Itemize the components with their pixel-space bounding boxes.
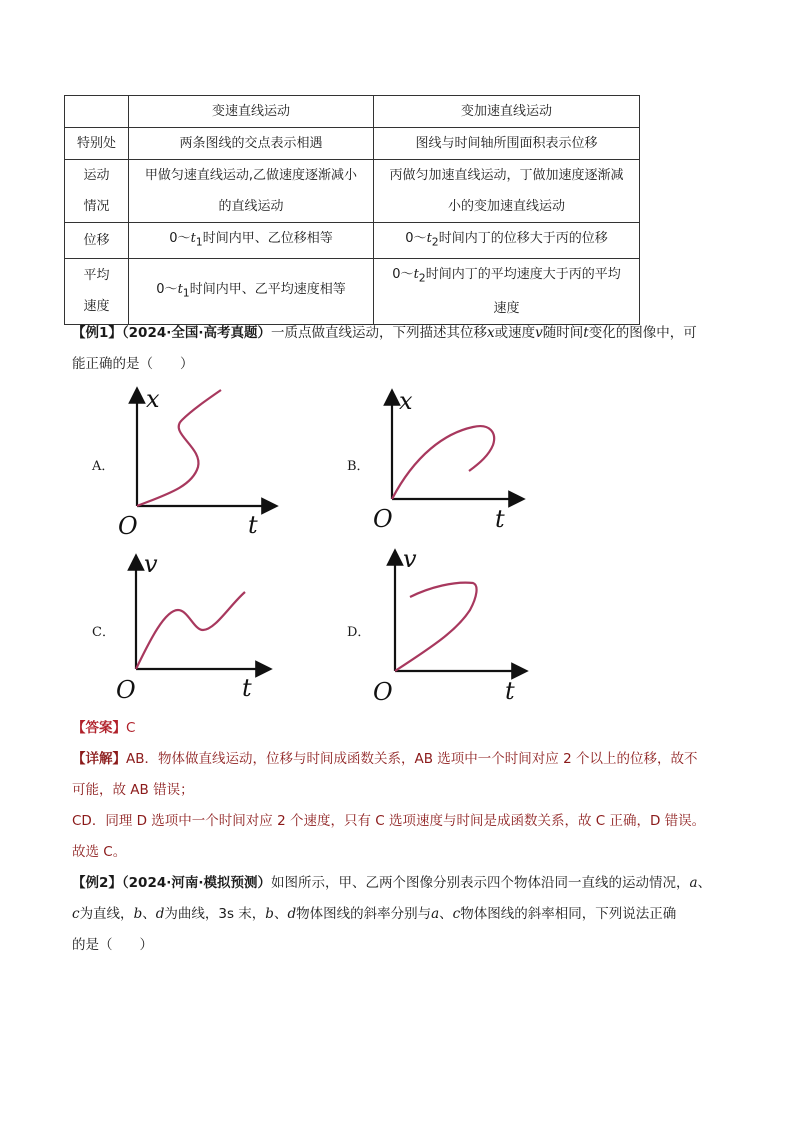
math-var: d xyxy=(287,906,297,922)
row-label: 位移 xyxy=(65,223,129,259)
math-var: t xyxy=(190,231,196,246)
question-text: 或速度 xyxy=(494,325,536,341)
table-cell xyxy=(129,258,374,325)
row-label-line: 速度 xyxy=(83,299,110,315)
math-var: t xyxy=(413,266,419,282)
question-text: 随时间 xyxy=(542,325,584,341)
table-cell xyxy=(374,160,640,223)
curve xyxy=(395,583,477,671)
question-text: 为直线， xyxy=(79,906,134,922)
table-cell xyxy=(129,160,374,223)
math-var: t xyxy=(583,325,589,341)
curve xyxy=(136,592,245,669)
cell-line: 速度 xyxy=(493,301,520,317)
math-var: c xyxy=(452,906,461,922)
table-header-cell: 变加速直线运动 xyxy=(374,96,640,128)
math-var: v xyxy=(535,325,543,341)
y-axis-label: v xyxy=(403,545,417,573)
origin-label: O xyxy=(118,512,138,540)
cell-text: 0～ xyxy=(156,282,178,298)
question-text: 、 xyxy=(439,906,453,922)
math-sub: 1 xyxy=(195,235,203,249)
cell-text: 时间内丁的位移大于丙的位移 xyxy=(438,231,608,246)
table-row xyxy=(65,223,640,259)
answer-tag: 【答案】 xyxy=(72,720,126,736)
math-sub: 2 xyxy=(418,271,426,285)
table-cell: 两条图线的交点表示相遇 xyxy=(129,128,374,160)
x-axis-label: t xyxy=(242,674,252,702)
curve xyxy=(392,426,494,499)
comparison-table xyxy=(64,95,640,325)
math-var: x xyxy=(487,325,495,341)
cell-text: 时间内丁的平均速度大于丙的平均 xyxy=(425,266,621,282)
example2-line2 xyxy=(72,899,732,930)
origin-label: O xyxy=(373,678,393,706)
cell-text: 时间内甲、乙平均速度相等 xyxy=(189,282,346,298)
example2-line3: 的是（ ） xyxy=(72,937,153,953)
y-axis-label: x xyxy=(146,385,160,413)
cell-text: 0～ xyxy=(405,231,427,246)
table-row xyxy=(65,128,640,160)
option-c-label: C． xyxy=(92,625,115,640)
cell-line: 的直线运动 xyxy=(218,199,284,214)
example2-question xyxy=(72,868,732,961)
detail-line3: CD．同理 D 选项中一个时间对应 2 个速度，只有 C 选项速度与时间是成函数关系，故 C 正确，D 错误。 xyxy=(72,813,706,829)
table-cell xyxy=(374,258,640,325)
math-var: t xyxy=(426,231,432,246)
math-var: a xyxy=(431,906,440,922)
detail-line2: 可能，故 AB 错误； xyxy=(72,782,194,798)
x-axis-label: t xyxy=(505,677,515,705)
question-text: 、 xyxy=(273,906,288,922)
question-text: 、 xyxy=(142,906,156,922)
option-c-graph xyxy=(110,550,290,710)
cell-line: 小的变加速直线运动 xyxy=(447,199,565,214)
table-header-empty xyxy=(65,96,129,128)
math-var: c xyxy=(72,906,80,922)
option-b-label: B． xyxy=(347,459,370,474)
origin-label: O xyxy=(116,676,136,704)
question-text: 、 xyxy=(697,875,712,891)
detail-line1 xyxy=(72,744,732,775)
math-var: b xyxy=(265,906,274,922)
row-label-line: 平均 xyxy=(83,268,110,284)
row-label: 特别处 xyxy=(65,128,129,160)
cell-line: 丙做匀加速直线运动，丁做加速度逐渐减 xyxy=(389,168,624,183)
question-text: 变化的图像中，可 xyxy=(588,325,697,341)
table-header-cell: 变速直线运动 xyxy=(129,96,374,128)
x-axis-label: t xyxy=(248,511,258,539)
table-cell xyxy=(129,223,374,259)
cell-text: 时间内甲、乙位移相等 xyxy=(202,231,333,246)
option-a-graph xyxy=(110,385,290,545)
row-label-line: 运动 xyxy=(83,168,110,183)
y-axis-label: v xyxy=(144,550,158,578)
cell-text: 0～ xyxy=(169,231,191,246)
math-sub: 2 xyxy=(431,235,439,249)
example2-line1 xyxy=(72,868,732,899)
detail-line4: 故选 C。 xyxy=(72,844,127,860)
table-cell xyxy=(374,223,640,259)
detail-tag: 【详解】 xyxy=(72,751,126,767)
option-a-label: A． xyxy=(92,459,115,474)
math-var: b xyxy=(133,906,143,922)
option-b-graph xyxy=(365,385,545,545)
example-tag: 【例2】 xyxy=(72,875,122,891)
question-text: 如图所示，甲、乙两个图像分别表示四个物体沿同一直线的运动情况， xyxy=(271,875,690,891)
question-text: 一质点做直线运动，下列描述其位移 xyxy=(271,325,487,341)
option-d-graph xyxy=(365,545,545,710)
question-text: 物体图线的斜率分别与 xyxy=(296,906,432,922)
option-d-label: D． xyxy=(347,625,371,640)
row-label-line: 情况 xyxy=(83,199,110,214)
cell-text: 0～ xyxy=(392,266,414,282)
detail-text: AB．物体做直线运动，位移与时间成函数关系，AB 选项中一个时间对应 2 个以上的位移，故不 xyxy=(126,751,698,767)
example1-line2: 能正确的是（ ） xyxy=(72,356,194,372)
cell-line xyxy=(378,259,635,294)
question-text: 为曲线，3s 末， xyxy=(164,906,266,922)
math-var: d xyxy=(155,906,165,922)
cell-line: 甲做匀速直线运动,乙做速度逐渐减小 xyxy=(144,168,358,183)
answer-line xyxy=(72,713,732,744)
question-text: 物体图线的斜率相同，下列说法正确 xyxy=(460,906,677,922)
math-var: t xyxy=(177,282,183,298)
detail-block xyxy=(72,744,732,868)
table-row xyxy=(65,160,640,223)
example-source: （2024·河南·模拟预测） xyxy=(121,875,271,891)
math-var: a xyxy=(689,875,698,891)
table-cell: 图线与时间轴所围面积表示位移 xyxy=(374,128,640,160)
origin-label: O xyxy=(373,505,393,533)
table-header-row xyxy=(65,96,640,128)
example1-line1 xyxy=(72,318,732,349)
row-label xyxy=(65,258,129,325)
y-axis-label: x xyxy=(399,387,413,415)
row-label xyxy=(65,160,129,223)
x-axis-label: t xyxy=(495,505,505,533)
math-sub: 1 xyxy=(182,286,190,300)
answer-value: C xyxy=(126,720,136,736)
example-tag: 【例1】 xyxy=(72,325,122,341)
example-source: （2024·全国·高考真题） xyxy=(121,325,271,341)
table-row xyxy=(65,258,640,325)
example1-question xyxy=(72,318,732,380)
